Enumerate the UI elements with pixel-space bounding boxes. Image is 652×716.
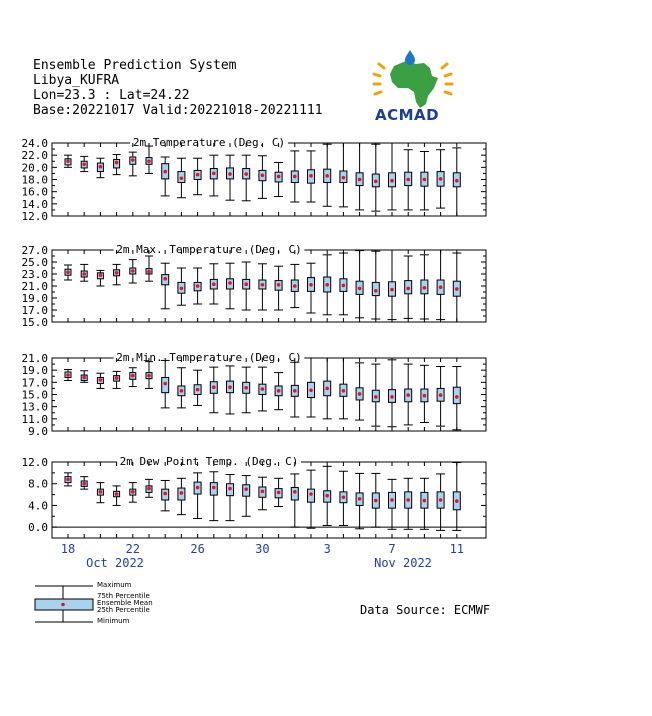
mean-marker (374, 499, 378, 503)
mean-marker (406, 287, 410, 291)
iqr-box (291, 488, 298, 500)
legend-75th-percentile: 75th Percentile (97, 592, 150, 600)
mean-marker (99, 490, 103, 494)
mean-marker (82, 482, 86, 486)
y-tick-label: 15.0 (21, 316, 48, 329)
mean-marker (406, 178, 410, 182)
legend-minimum: Minimum (97, 617, 130, 625)
mean-marker (261, 490, 265, 494)
mean-marker (131, 374, 135, 378)
legend-maximum: Maximum (97, 581, 132, 589)
y-tick-label: 22.0 (21, 149, 48, 163)
mean-marker (228, 172, 232, 176)
mean-marker (277, 283, 281, 287)
mean-marker (66, 159, 70, 163)
legend-25th-percentile: 25th Percentile (97, 606, 150, 614)
mean-marker (277, 491, 281, 495)
y-tick-label: 19.0 (21, 292, 48, 305)
legend-ensemble-mean: Ensemble Mean (97, 599, 153, 607)
mean-marker (342, 176, 346, 180)
station-name: Libya_KUFRA (33, 73, 120, 88)
mean-marker (277, 389, 281, 393)
mean-marker (212, 385, 216, 389)
mean-marker (293, 389, 297, 393)
panel-title: 2m Temperature (Deg. C) (132, 136, 286, 149)
mean-marker (309, 174, 313, 178)
y-tick-label: 25.0 (21, 256, 48, 269)
mean-marker (439, 285, 443, 289)
mean-marker (455, 499, 459, 503)
mean-marker (244, 282, 248, 286)
mean-marker (196, 388, 200, 392)
x-day-label: 26 (190, 542, 205, 556)
mean-marker (131, 269, 135, 273)
mean-marker (99, 378, 103, 382)
panel-title: 2m Min. Temperature (Deg. C) (116, 351, 302, 364)
mean-marker (66, 478, 70, 482)
y-tick-label: 8.0 (28, 477, 48, 491)
mean-marker (293, 284, 297, 288)
mean-marker (131, 158, 135, 162)
legend-labels (97, 582, 153, 625)
mean-marker (82, 162, 86, 166)
y-tick-label: 0.0 (28, 521, 48, 535)
mean-marker (228, 487, 232, 491)
mean-marker (406, 498, 410, 502)
mean-marker (277, 175, 281, 179)
y-tick-label: 18.0 (21, 173, 48, 187)
mean-marker (99, 165, 103, 169)
mean-marker (244, 172, 248, 176)
system-title: Ensemble Prediction System (33, 58, 237, 73)
mean-marker (147, 487, 151, 491)
panel-title: 2m Max. Temperature (Deg. C) (116, 243, 302, 256)
y-tick-label: 16.0 (21, 185, 48, 199)
y-tick-label: 27.0 (21, 244, 48, 257)
mean-marker (423, 499, 427, 503)
mean-marker (212, 282, 216, 286)
mean-marker (99, 273, 103, 277)
mean-marker (66, 270, 70, 274)
x-day-label: 3 (323, 542, 331, 556)
y-tick-label: 19.0 (21, 364, 48, 378)
mean-marker (261, 173, 265, 177)
mean-marker (244, 487, 248, 491)
mean-marker (455, 179, 459, 183)
y-tick-label: 15.0 (21, 388, 48, 402)
mean-marker (423, 286, 427, 290)
mean-marker (261, 283, 265, 287)
mean-marker (439, 177, 443, 181)
x-day-label: 18 (60, 542, 76, 556)
mean-marker (439, 498, 443, 502)
base-valid-dates: Base:20221017 Valid:20221018-20221111 (33, 103, 323, 118)
x-day-label: 22 (125, 542, 141, 556)
mean-marker (196, 284, 200, 288)
mean-marker (325, 494, 329, 498)
mean-marker (228, 385, 232, 389)
x-day-label: 11 (449, 542, 465, 556)
mean-marker (212, 486, 216, 490)
mean-marker (180, 287, 184, 291)
mean-marker (342, 389, 346, 393)
mean-marker (374, 395, 378, 399)
mean-marker (180, 389, 184, 393)
mean-marker (325, 174, 329, 178)
mean-marker (390, 395, 394, 399)
y-tick-label: 12.0 (21, 456, 48, 469)
mean-marker (147, 159, 151, 163)
mean-marker (390, 179, 394, 183)
mean-marker (358, 497, 362, 501)
y-tick-label: 13.0 (21, 400, 48, 414)
mean-marker (423, 394, 427, 398)
mean-marker (115, 271, 119, 275)
data-source: Data Source: ECMWF (360, 603, 491, 617)
y-tick-label: 17.0 (21, 376, 48, 390)
mean-marker (131, 490, 135, 494)
mean-marker (342, 284, 346, 288)
y-tick-label: 21.0 (21, 352, 48, 365)
mean-marker (115, 492, 119, 496)
y-tick-label: 12.0 (21, 210, 48, 223)
mean-marker (293, 175, 297, 179)
mean-marker (439, 393, 443, 397)
mean-marker (147, 270, 151, 274)
mean-marker (358, 287, 362, 291)
mean-marker (374, 289, 378, 293)
y-tick-label: 11.0 (21, 412, 48, 426)
mean-marker (163, 492, 167, 496)
y-tick-label: 24.0 (21, 137, 48, 150)
mean-marker (293, 490, 297, 494)
mean-marker (309, 283, 313, 287)
mean-marker (163, 382, 167, 386)
mean-marker (406, 393, 410, 397)
mean-marker (115, 376, 119, 380)
station-coordinates: Lon=23.3 : Lat=24.22 (33, 88, 190, 103)
mean-marker (358, 178, 362, 182)
mean-marker (163, 277, 167, 281)
mean-marker (147, 374, 151, 378)
y-tick-label: 20.0 (21, 161, 48, 175)
mean-marker (390, 288, 394, 292)
acmad-logo-text: ACMAD (375, 106, 440, 124)
mean-marker (228, 281, 232, 285)
mean-marker (309, 388, 313, 392)
mean-marker (374, 180, 378, 184)
mean-marker (309, 492, 313, 496)
mean-marker (180, 491, 184, 495)
mean-marker (342, 495, 346, 499)
mean-marker (163, 170, 167, 174)
y-tick-label: 14.0 (21, 197, 48, 211)
mean-marker (244, 386, 248, 390)
y-tick-label: 9.0 (28, 425, 48, 438)
y-tick-label: 4.0 (28, 499, 48, 513)
y-tick-label: 17.0 (21, 304, 48, 317)
x-month-label: Oct 2022 (86, 556, 144, 570)
mean-marker (115, 161, 119, 165)
x-day-label: 7 (388, 542, 396, 556)
y-tick-label: 23.0 (21, 268, 48, 281)
mean-marker (455, 395, 459, 399)
x-day-label: 30 (255, 542, 270, 556)
mean-marker (261, 387, 265, 391)
mean-marker (212, 172, 216, 176)
mean-marker (66, 373, 70, 377)
x-month-label: Nov 2022 (374, 556, 432, 570)
mean-marker (325, 283, 329, 287)
mean-marker (390, 498, 394, 502)
mean-marker (358, 392, 362, 396)
mean-marker (455, 287, 459, 291)
mean-marker (423, 178, 427, 182)
mean-marker (325, 387, 329, 391)
panel-title: 2m Dew Point Temp. (Deg. C) (119, 455, 299, 468)
mean-marker (180, 176, 184, 180)
mean-marker (196, 173, 200, 177)
mean-marker (196, 486, 200, 490)
mean-marker (82, 272, 86, 276)
mean-marker (82, 376, 86, 380)
y-tick-label: 21.0 (21, 280, 48, 293)
